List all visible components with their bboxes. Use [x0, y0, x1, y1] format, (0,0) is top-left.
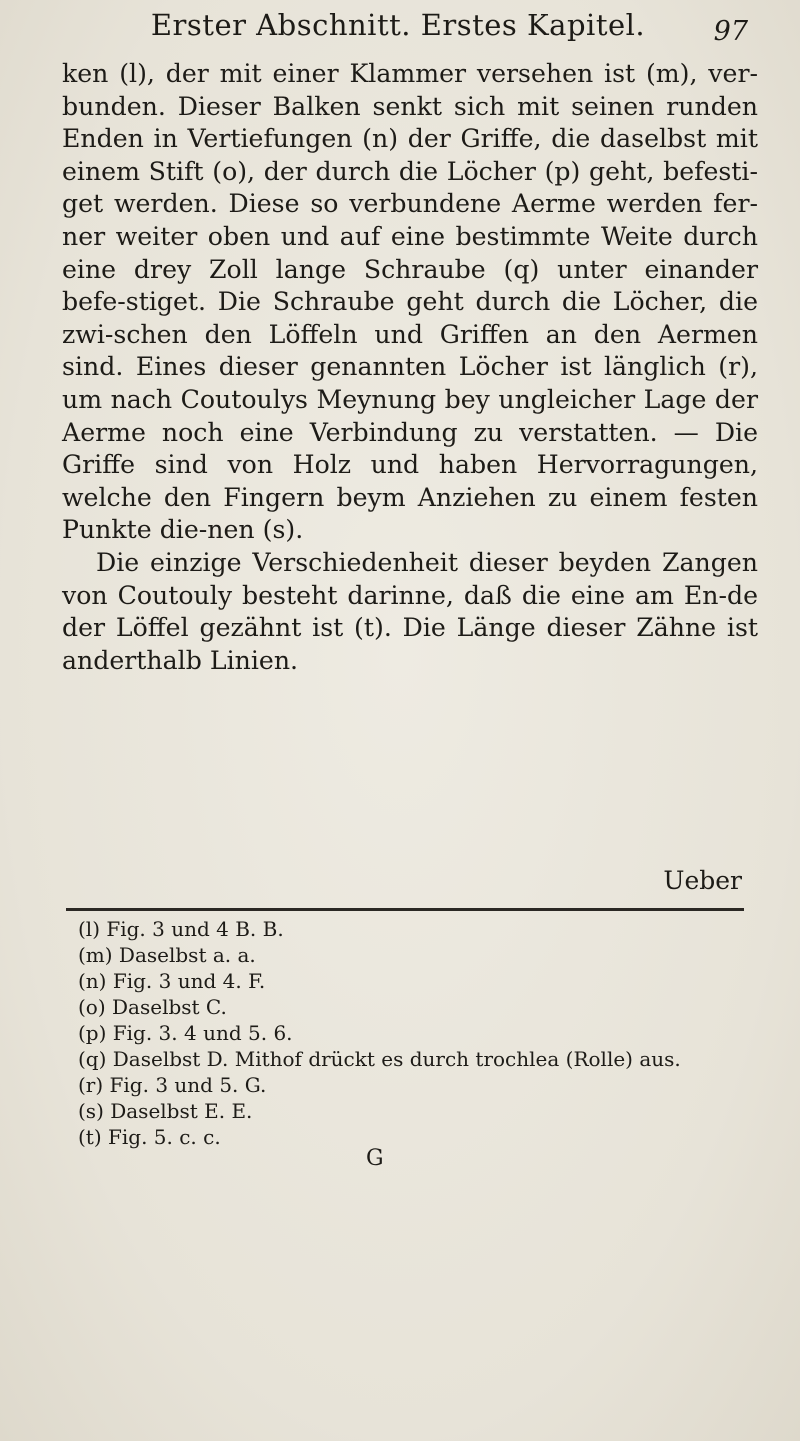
footnote: (q) Daselbst D. Mithof drückt es durch trochlea (Rolle) aus.: [78, 1047, 681, 1071]
catchword: Ueber: [663, 866, 742, 895]
footnote: (n) Fig. 3 und 4. F.: [78, 969, 266, 993]
footnote: (m) Daselbst a. a.: [78, 943, 256, 967]
running-title: Erster Abschnitt. Erstes Kapitel.: [150, 8, 646, 42]
body-text: [62, 58, 758, 677]
footnotes: [78, 916, 758, 1150]
paragraph: ken (l), der mit einer Klammer versehen ist (m), ver-bunden. Dieser Balken senkt sich mit seinen runden Enden in Vertiefungen (n) der Griffe, die daselbst mit einem Stift (o), der durch die Löcher (p) geht, befesti-get werden. Diese so verbundene Aerme werden fer-ner weiter oben und auf eine bestimmte Weite durch eine drey Zoll lange Schraube (q) unter einander befe-stiget. Die Schraube geht durch die Löcher, die zwi-schen den Löffeln und Griffen an den Aermen sind. Eines dieser genannten Löcher ist länglich (r), um nach Coutoulys Meynung bey ungleicher Lage der Aerme noch eine Verbindung zu verstatten. — Die Griffe sind von Holz und haben Hervorragungen, welche den Fingern beym Anziehen zu einem festen Punkte die-nen (s).: [62, 59, 758, 545]
footnote: (t) Fig. 5. c. c.: [78, 1125, 221, 1149]
footnote-divider: [66, 908, 744, 911]
paragraph: Die einzige Verschiedenheit dieser beyden Zangen von Coutouly besteht darinne, daß die eine am En-de der Löffel gezähnt ist (t). Die Länge dieser Zähne ist anderthalb Linien.: [62, 547, 758, 675]
footnote: (o) Daselbst C.: [78, 995, 227, 1019]
running-head: [0, 8, 800, 58]
footnote: (s) Daselbst E. E.: [78, 1099, 253, 1123]
footnote: (r) Fig. 3 und 5. G.: [78, 1073, 267, 1097]
page-number: 97: [713, 16, 748, 47]
signature-mark: G: [366, 1146, 384, 1171]
footnote: (p) Fig. 3. 4 und 5. 6.: [78, 1021, 293, 1045]
footnote: (l) Fig. 3 und 4 B. B.: [78, 917, 284, 941]
